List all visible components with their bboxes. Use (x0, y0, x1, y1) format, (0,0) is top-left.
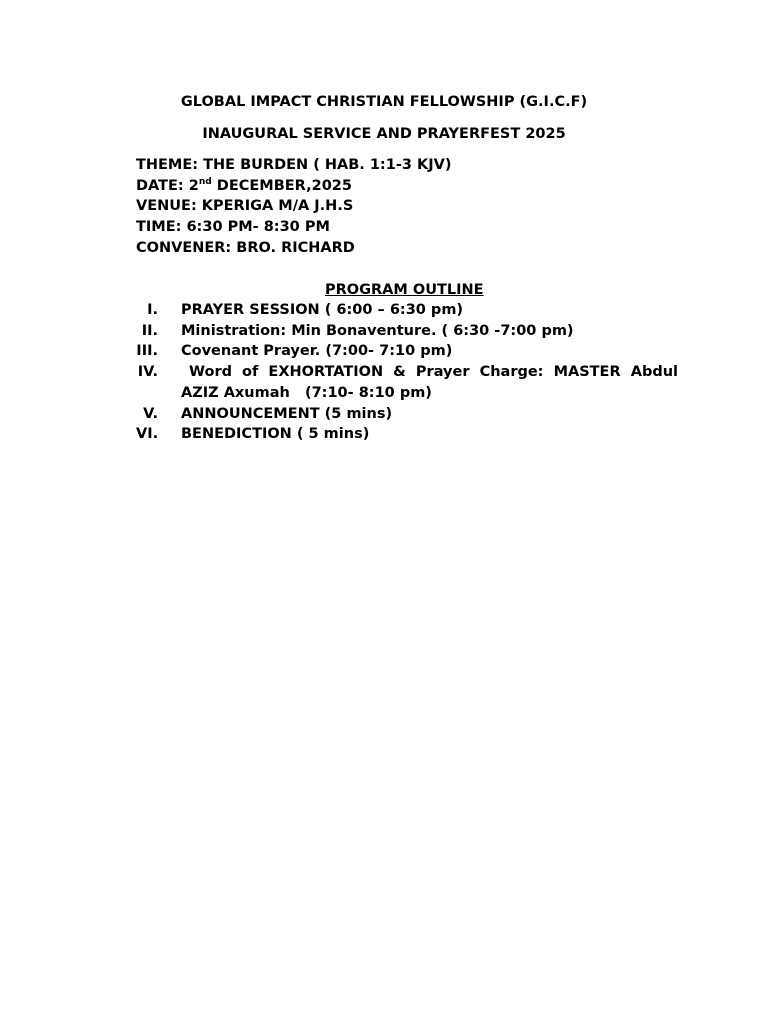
list-item-text-line1: Word of EXHORTATION & Prayer Charge: MASTER Abdul (189, 364, 678, 381)
list-item (136, 404, 678, 425)
date-suffix: DECEMBER,2025 (211, 177, 352, 194)
organization-title (0, 92, 768, 112)
list-item-text: BENEDICTION ( 5 mins) (181, 426, 370, 443)
convener-line: CONVENER: BRO. RICHARD (136, 239, 355, 256)
list-item (136, 341, 678, 362)
list-item-text: ANNOUNCEMENT (5 mins) (181, 405, 393, 422)
venue-line: VENUE: KPERIGA M/A J.H.S (136, 198, 354, 215)
list-item-number: I. (147, 302, 158, 318)
list-item-text-line2: AZIZ Axumah (7:10- 8:10 pm) (181, 384, 432, 401)
program-outline-heading: PROGRAM OUTLINE (325, 282, 484, 298)
date-ordinal-suffix: nd (198, 176, 212, 187)
event-title: INAUGURAL SERVICE AND PRAYERFEST 2025 (202, 126, 566, 142)
list-item (136, 300, 678, 321)
time-line: TIME: 6:30 PM- 8:30 PM (136, 219, 330, 236)
list-item (136, 424, 678, 445)
list-item (136, 321, 678, 342)
list-item (136, 362, 678, 403)
date-line (136, 176, 696, 197)
list-item-number: V. (143, 405, 158, 422)
list-item-number: II. (141, 322, 158, 339)
date-prefix: DATE: 2 (136, 177, 199, 194)
organization-title-text: GLOBAL IMPACT CHRISTIAN FELLOWSHIP (G.I.C.F) (180, 94, 588, 110)
list-item-number: VI. (136, 426, 159, 443)
event-details (136, 155, 696, 259)
list-item-text: Covenant Prayer. (7:00- 7:10 pm) (181, 343, 453, 360)
list-item-text: Ministration: Min Bonaventure. ( 6:30 -7:00 pm) (181, 322, 574, 339)
list-item-text: PRAYER SESSION ( 6:00 – 6:30 pm) (181, 302, 464, 318)
program-outline-list (136, 300, 678, 445)
list-item-number: III. (136, 343, 158, 360)
list-item-number: IV. (137, 364, 158, 381)
theme-line: THEME: THE BURDEN ( HAB. 1:1-3 KJV) (136, 157, 452, 173)
